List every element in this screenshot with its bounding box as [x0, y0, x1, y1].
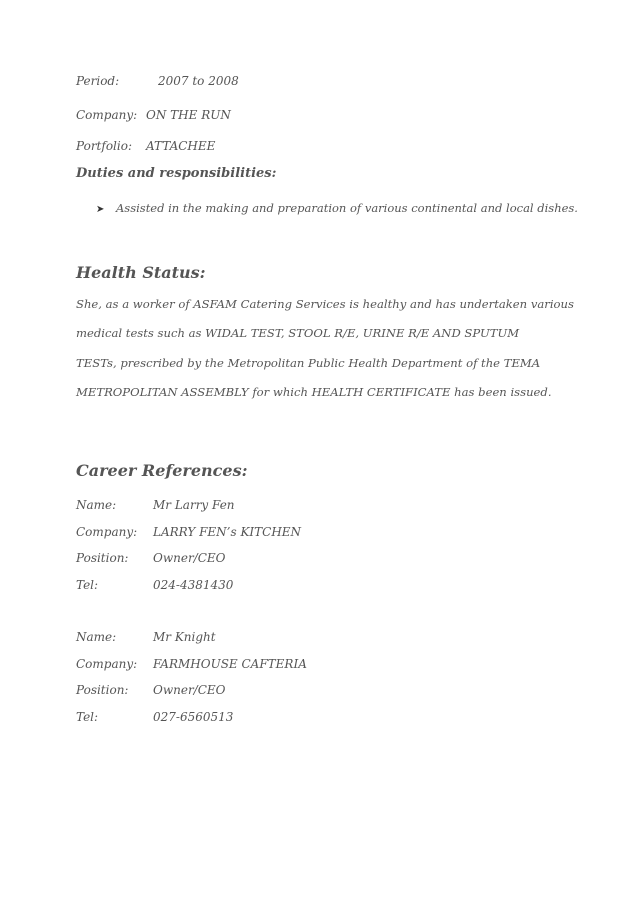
ref1-company-row	[76, 524, 302, 540]
ref2-name-row	[76, 629, 216, 645]
duty-list-item	[96, 200, 578, 218]
ref-company-label: Company:	[76, 657, 138, 671]
ref-position-value: Owner/CEO	[153, 683, 226, 697]
ref2-position-row	[76, 682, 226, 698]
ref-company-value: LARRY FEN’s KITCHEN	[153, 525, 302, 539]
ref-position-label: Position:	[76, 551, 129, 565]
ref1-tel-row	[76, 577, 234, 593]
ref1-position-row	[76, 550, 226, 566]
health-line: medical tests such as WIDAL TEST, STOOL R/E, URINE R/E AND SPUTUM	[76, 326, 520, 340]
ref-tel-value: 024-4381430	[153, 578, 234, 592]
ref2-company-row	[76, 656, 307, 672]
ref2-tel-row	[76, 709, 234, 725]
arrow-bullet-icon: ➤	[96, 204, 105, 215]
health-line: TESTs, prescribed by the Metropolitan Public Health Department of the TEMA	[76, 356, 541, 370]
company-row	[76, 107, 231, 123]
ref1-name-row	[76, 497, 235, 513]
ref-tel-label: Tel:	[76, 710, 99, 724]
period-row	[76, 73, 239, 89]
ref-tel-value: 027-6560513	[153, 710, 234, 724]
ref-name-label: Name:	[76, 498, 117, 512]
ref-position-value: Owner/CEO	[153, 551, 226, 565]
portfolio-label: Portfolio:	[76, 139, 132, 153]
ref-company-value: FARMHOUSE CAFTERIA	[153, 657, 307, 671]
ref-company-label: Company:	[76, 525, 138, 539]
ref-name-value: Mr Knight	[153, 630, 216, 644]
duties-heading: Duties and responsibilities:	[76, 166, 277, 181]
portfolio-value: ATTACHEE	[146, 139, 216, 153]
health-heading: Health Status:	[76, 263, 206, 282]
health-line: METROPOLITAN ASSEMBLY for which HEALTH CERTIFICATE has been issued.	[76, 385, 552, 399]
company-value: ON THE RUN	[146, 108, 231, 122]
health-line: She, as a worker of ASFAM Catering Services is healthy and has undertaken various	[76, 297, 574, 311]
ref-name-label: Name:	[76, 630, 117, 644]
duty-text: Assisted in the making and preparation of various continental and local dishes.	[116, 201, 578, 215]
ref-name-value: Mr Larry Fen	[153, 498, 235, 512]
references-heading: Career References:	[76, 461, 248, 480]
company-label: Company:	[76, 108, 138, 122]
period-label: Period:	[76, 74, 120, 88]
ref-position-label: Position:	[76, 683, 129, 697]
ref-tel-label: Tel:	[76, 578, 99, 592]
portfolio-row	[76, 138, 216, 154]
period-value: 2007 to 2008	[158, 74, 239, 88]
